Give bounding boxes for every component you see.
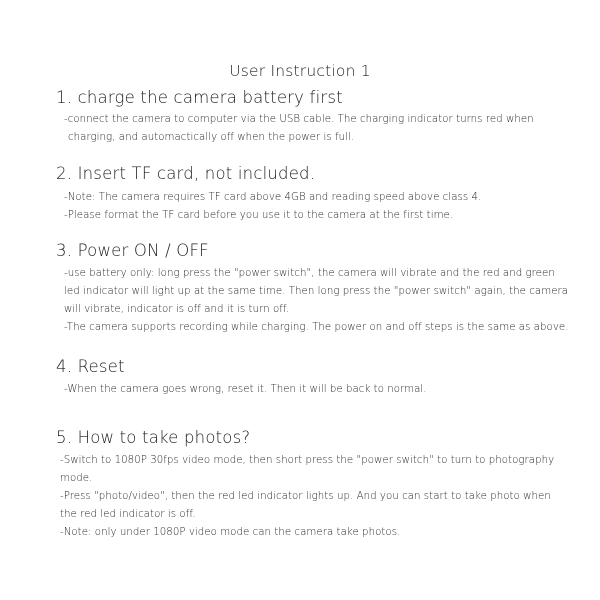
section-text-line: -use battery only: long press the "power switch", the camera will vibrate and the red and green xyxy=(64,268,555,279)
document-title: User Instruction 1 xyxy=(229,62,371,80)
section-heading: 3. Power ON / OFF xyxy=(56,241,209,260)
section-text-line: led indicator will light up at the same time. Then long press the "power switch" again, the camera xyxy=(64,286,569,297)
section-heading: 2. Insert TF card, not included. xyxy=(56,164,316,183)
section-text-line: -Switch to 1080P 30fps video mode, then short press the "power switch" to turn to photography xyxy=(60,455,555,466)
section-text-line: -connect the camera to computer via the USB cable. The charging indicator turns red when xyxy=(64,114,534,125)
section-text-line: will vibrate, indicator is off and it is turn off. xyxy=(64,304,290,315)
section-text-line: -Press "photo/video", then the red led indicator lights up. And you can start to take photo when xyxy=(60,491,551,502)
section-heading: 4. Reset xyxy=(56,357,125,376)
section-text-line: -Please format the TF card before you use it to the camera at the first time. xyxy=(64,210,454,221)
section-text-line: -The camera supports recording while charging. The power on and off steps is the same as above. xyxy=(64,322,569,333)
section-heading: 5. How to take photos? xyxy=(56,428,251,447)
section-text-line: charging, and automactically off when the power is full. xyxy=(68,132,355,143)
section-text-line: -When the camera goes wrong, reset it. Then it will be back to normal. xyxy=(64,384,427,395)
section-text-line: -Note: only under 1080P video mode can the camera take photos. xyxy=(60,527,401,538)
section-text-line: -Note: The camera requires TF card above 4GB and reading speed above class 4. xyxy=(64,192,482,203)
section-text-line: the red led indicator is off. xyxy=(60,509,196,520)
section-heading: 1. charge the camera battery first xyxy=(56,88,343,107)
section-text-line: mode. xyxy=(60,473,93,484)
